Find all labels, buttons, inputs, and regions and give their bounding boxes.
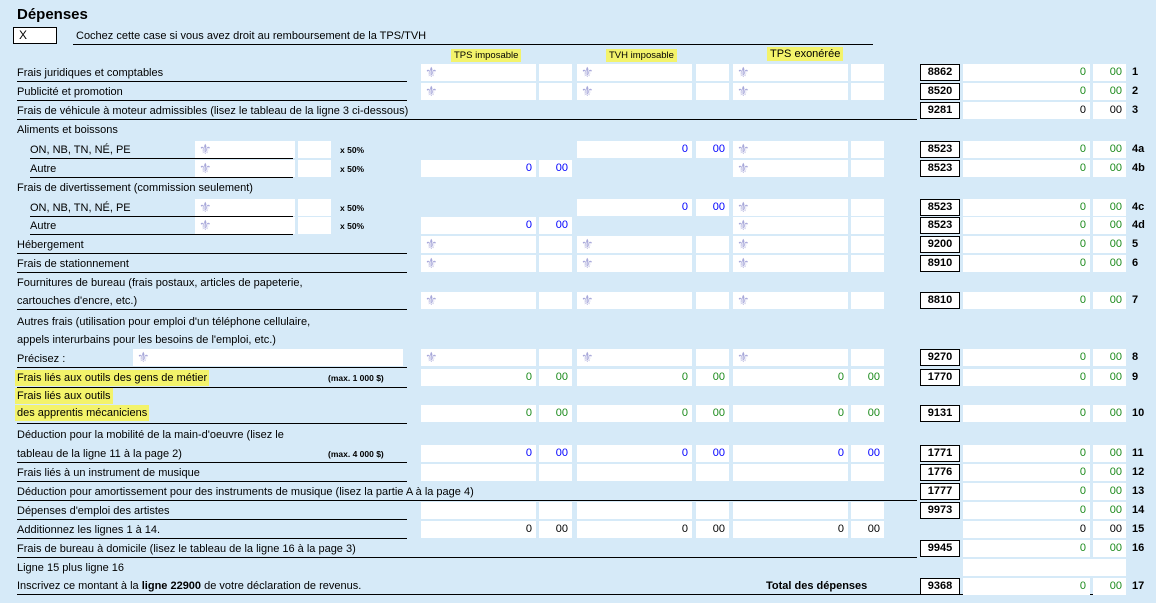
- fleur-de-lis-icon: ⚜: [425, 64, 438, 80]
- line-number-r9: 9: [1132, 371, 1139, 383]
- l5-hst-cents-field[interactable]: [696, 236, 729, 253]
- total-r4c-cents[interactable]: 00: [1093, 199, 1126, 216]
- l6-hst-field[interactable]: [577, 255, 692, 272]
- l6-hst-cents-field[interactable]: [696, 255, 729, 272]
- l4d-exempt-cents-field[interactable]: [851, 217, 884, 234]
- label-l7b: cartouches d'encre, etc.): [17, 293, 407, 310]
- line-number-r1: 1: [1132, 66, 1139, 78]
- l4c-exempt-field[interactable]: [733, 199, 848, 216]
- line-code-r4b: 8523: [920, 160, 960, 177]
- total-r16-amount[interactable]: 0: [963, 540, 1090, 557]
- l6-exempt-field[interactable]: [733, 255, 848, 272]
- l4d-base-field[interactable]: [195, 217, 295, 234]
- l15-exempt-amount[interactable]: 0: [733, 521, 848, 538]
- l10-gst-cents[interactable]: 00: [539, 405, 572, 422]
- l11-gst-amount[interactable]: 0: [421, 445, 536, 462]
- l7-hst-field[interactable]: [577, 292, 692, 309]
- l4c-base-field[interactable]: [195, 199, 295, 216]
- l12-gst-cents-field[interactable]: [539, 464, 572, 481]
- line-code-r4c: 8523: [920, 199, 960, 216]
- l11-exempt-amount[interactable]: 0: [733, 445, 848, 462]
- total-r10-amount[interactable]: 0: [963, 405, 1090, 422]
- divider: [73, 44, 873, 45]
- col-header-hst-taxable: TVH imposable: [606, 49, 677, 62]
- total-r6-amount[interactable]: 0: [963, 255, 1090, 272]
- total-r7-amount[interactable]: 0: [963, 292, 1090, 309]
- line-number-r13: 13: [1132, 485, 1145, 497]
- label-l8c: Précisez :: [17, 351, 407, 368]
- l6-gst-field[interactable]: [421, 255, 536, 272]
- l9-exempt-amount[interactable]: 0: [733, 369, 848, 386]
- label-l10b: des apprentis mécaniciens: [17, 407, 148, 419]
- total-r4b-amount[interactable]: 0: [963, 160, 1090, 177]
- l6-exempt-cents-field[interactable]: [851, 255, 884, 272]
- l4b-base-cents-field[interactable]: [298, 160, 331, 177]
- line-code-r9: 1770: [920, 369, 960, 386]
- line-number-r10: 10: [1132, 407, 1145, 419]
- line-code-r1: 8862: [920, 64, 960, 81]
- line-number-r4c: 4c: [1132, 201, 1145, 213]
- l4b-base-field[interactable]: [195, 160, 295, 177]
- line-code-r8: 9270: [920, 349, 960, 366]
- l11-hst-amount[interactable]: 0: [577, 445, 692, 462]
- label-l17b: [17, 578, 361, 594]
- line-number-r6: 6: [1132, 257, 1139, 269]
- label-l7a: Fournitures de bureau (frais postaux, articles de papeterie,: [17, 277, 303, 289]
- fleur-de-lis-icon: ⚜: [199, 141, 212, 157]
- l4d-gst-cents[interactable]: 00: [539, 217, 572, 234]
- l5-hst-field[interactable]: [577, 236, 692, 253]
- fleur-de-lis-icon: ⚜: [581, 83, 594, 99]
- fleur-de-lis-icon: ⚜: [581, 64, 594, 80]
- l15-hst-amount[interactable]: 0: [577, 521, 692, 538]
- line-code-r16: 9945: [920, 540, 960, 557]
- total-r4a-cents[interactable]: 00: [1093, 141, 1126, 158]
- fleur-de-lis-icon: ⚜: [737, 83, 750, 99]
- l8-gst-field[interactable]: [421, 349, 536, 366]
- l4c-hst-cents[interactable]: 00: [696, 199, 729, 216]
- total-r13-amount[interactable]: 0: [963, 483, 1090, 500]
- line-number-r15: 15: [1132, 523, 1145, 535]
- l2-gst-field[interactable]: [421, 83, 536, 100]
- line-number-r14: 14: [1132, 504, 1145, 516]
- line-code-r11: 1771: [920, 445, 960, 462]
- fleur-de-lis-icon: ⚜: [737, 141, 750, 157]
- l9-exempt-cents[interactable]: 00: [851, 369, 884, 386]
- line-code-r4a: 8523: [920, 141, 960, 158]
- total-r17-cents[interactable]: 00: [1093, 578, 1126, 595]
- l9-hst-amount[interactable]: 0: [577, 369, 692, 386]
- l11-gst-cents[interactable]: 00: [539, 445, 572, 462]
- fleur-de-lis-icon: ⚜: [199, 160, 212, 176]
- total-r4d-amount[interactable]: 0: [963, 217, 1090, 234]
- l14-exempt-cents-field[interactable]: [851, 502, 884, 519]
- line-code-r2: 8520: [920, 83, 960, 100]
- line-code-r4d: 8523: [920, 217, 960, 234]
- l4c-base-cents-field[interactable]: [298, 199, 331, 216]
- l8-specify-field[interactable]: [133, 349, 403, 366]
- l4d-gst-amount[interactable]: 0: [421, 217, 536, 234]
- label-l4d: Autre: [30, 218, 293, 235]
- l11-exempt-cents[interactable]: 00: [851, 445, 884, 462]
- label-l11b: tableau de la ligne 11 à la page 2): [17, 446, 407, 463]
- label-l2: Publicité et promotion: [17, 84, 407, 101]
- l5-exempt-cents-field[interactable]: [851, 236, 884, 253]
- total-r11-cents[interactable]: 00: [1093, 445, 1126, 462]
- l4c-hst-amount[interactable]: 0: [577, 199, 692, 216]
- label-l12: Frais liés à un instrument de musique: [17, 465, 407, 482]
- total-r13-cents[interactable]: 00: [1093, 483, 1126, 500]
- l15-gst-cents[interactable]: 00: [539, 521, 572, 538]
- fleur-de-lis-icon: ⚜: [425, 349, 438, 365]
- l1-exempt-field[interactable]: [733, 64, 848, 81]
- fleur-de-lis-icon: ⚜: [581, 292, 594, 308]
- line-number-r3: 3: [1132, 104, 1139, 116]
- l2-gst-cents-field[interactable]: [539, 83, 572, 100]
- l1-gst-cents-field[interactable]: [539, 64, 572, 81]
- label-l6: Frais de stationnement: [17, 256, 407, 273]
- l10-hst-amount[interactable]: 0: [577, 405, 692, 422]
- line-number-r4d: 4d: [1132, 219, 1145, 231]
- line-code-r6: 8910: [920, 255, 960, 272]
- l2-exempt-cents-field[interactable]: [851, 83, 884, 100]
- l8-exempt-field[interactable]: [733, 349, 848, 366]
- fleur-de-lis-icon: ⚜: [425, 292, 438, 308]
- x50-note: x 50%: [340, 164, 365, 174]
- l15-gst-amount[interactable]: 0: [421, 521, 536, 538]
- line-code-r3: 9281: [920, 102, 960, 119]
- total-r5-cents[interactable]: 00: [1093, 236, 1126, 253]
- label-l4: Aliments et boissons: [17, 124, 118, 136]
- fleur-de-lis-icon: ⚜: [425, 255, 438, 271]
- l4b-gst-amount[interactable]: 0: [421, 160, 536, 177]
- l5-gst-cents-field[interactable]: [539, 236, 572, 253]
- label-l17a: Ligne 15 plus ligne 16: [17, 562, 125, 574]
- fleur-de-lis-icon: ⚜: [425, 236, 438, 252]
- label-l9: Frais liés aux outils des gens de métier: [17, 372, 208, 384]
- line-number-r4a: 4a: [1132, 143, 1145, 155]
- total-r4a-amount[interactable]: 0: [963, 141, 1090, 158]
- max-note: (max. 1 000 $): [328, 373, 384, 383]
- l1-gst-field[interactable]: [421, 64, 536, 81]
- l15-exempt-cents[interactable]: 00: [851, 521, 884, 538]
- l7-hst-cents-field[interactable]: [696, 292, 729, 309]
- label-l10a: Frais liés aux outils: [17, 390, 111, 402]
- l8-gst-cents-field[interactable]: [539, 349, 572, 366]
- total-r6-cents[interactable]: 00: [1093, 255, 1126, 272]
- l4b-gst-cents[interactable]: 00: [539, 160, 572, 177]
- fleur-de-lis-icon: ⚜: [425, 83, 438, 99]
- l12-exempt-field[interactable]: [733, 464, 848, 481]
- row-underline: [17, 407, 407, 424]
- l14-hst-field[interactable]: [577, 502, 692, 519]
- total-expenses-label: Total des dépenses: [766, 580, 868, 592]
- l4a-exempt-field[interactable]: [733, 141, 848, 158]
- total-r4c-amount[interactable]: 0: [963, 199, 1090, 216]
- l6-gst-cents-field[interactable]: [539, 255, 572, 272]
- total-r14-amount[interactable]: 0: [963, 502, 1090, 519]
- l7-gst-field[interactable]: [421, 292, 536, 309]
- l14-gst-cents-field[interactable]: [539, 502, 572, 519]
- l5-exempt-field[interactable]: [733, 236, 848, 253]
- label-l17b_pre: Inscrivez ce montant à la: [17, 580, 142, 592]
- max-note: (max. 4 000 $): [328, 449, 384, 459]
- x50-note: x 50%: [340, 203, 365, 213]
- l7-exempt-field[interactable]: [733, 292, 848, 309]
- line-number-r11: 11: [1132, 447, 1144, 459]
- fleur-de-lis-icon: ⚜: [737, 160, 750, 176]
- total-r8-cents[interactable]: 00: [1093, 349, 1126, 366]
- fleur-de-lis-icon: ⚜: [737, 349, 750, 365]
- fleur-de-lis-icon: ⚜: [199, 217, 212, 233]
- l8-exempt-cents-field[interactable]: [851, 349, 884, 366]
- line-number-r8: 8: [1132, 351, 1139, 363]
- total-r4d-cents[interactable]: 00: [1093, 217, 1126, 234]
- total-r3-amount[interactable]: 0: [963, 102, 1090, 119]
- fleur-de-lis-icon: ⚜: [581, 349, 594, 365]
- total-r12-amount[interactable]: 0: [963, 464, 1090, 481]
- l8-hst-cents-field[interactable]: [696, 349, 729, 366]
- total-r14-cents[interactable]: 00: [1093, 502, 1126, 519]
- label-l15: Additionnez les lignes 1 à 14.: [17, 522, 407, 539]
- total-r15-cents[interactable]: 00: [1093, 521, 1126, 538]
- label-l5: Hébergement: [17, 237, 407, 254]
- total-r2-amount[interactable]: 0: [963, 83, 1090, 100]
- label-l14: Dépenses d'emploi des artistes: [17, 503, 407, 520]
- fleur-de-lis-icon: ⚜: [737, 217, 750, 233]
- total-r7-cents[interactable]: 00: [1093, 292, 1126, 309]
- fleur-de-lis-icon: ⚜: [137, 349, 150, 365]
- l1-hst-field[interactable]: [577, 64, 692, 81]
- line-code-r10: 9131: [920, 405, 960, 422]
- label-l4cd: Frais de divertissement (commission seulement): [17, 182, 253, 194]
- l10-exempt-cents[interactable]: 00: [851, 405, 884, 422]
- label-l8a: Autres frais (utilisation pour emploi d'un téléphone cellulaire,: [17, 316, 311, 328]
- l14-exempt-field[interactable]: [733, 502, 848, 519]
- fleur-de-lis-icon: ⚜: [737, 236, 750, 252]
- l11-hst-cents[interactable]: 00: [696, 445, 729, 462]
- total-r5-amount[interactable]: 0: [963, 236, 1090, 253]
- total-r3-cents[interactable]: 00: [1093, 102, 1126, 119]
- line-number-r12: 12: [1132, 466, 1145, 478]
- label-l3: Frais de véhicule à moteur admissibles (lisez le tableau de la ligne 3 ci-dessous): [17, 103, 917, 120]
- line-number-r17: 17: [1132, 580, 1145, 592]
- l5-gst-field[interactable]: [421, 236, 536, 253]
- total-r4b-cents[interactable]: 00: [1093, 160, 1126, 177]
- x50-note: x 50%: [340, 145, 365, 155]
- total-r1-cents[interactable]: 00: [1093, 64, 1126, 81]
- label-l16: Frais de bureau à domicile (lisez le tableau de la ligne 16 à la page 3): [17, 541, 917, 558]
- total-r10-cents[interactable]: 00: [1093, 405, 1126, 422]
- gst-rebate-checkbox[interactable]: X: [13, 27, 57, 44]
- l4d-exempt-field[interactable]: [733, 217, 848, 234]
- col-header-gst-exempt: TPS exonérée: [767, 47, 843, 61]
- total-r2-cents[interactable]: 00: [1093, 83, 1126, 100]
- label-l17b_post: de votre déclaration de revenus.: [201, 580, 362, 592]
- l12-hst-field[interactable]: [577, 464, 692, 481]
- l4b-exempt-cents-field[interactable]: [851, 160, 884, 177]
- total-r12-cents[interactable]: 00: [1093, 464, 1126, 481]
- label-l8b: appels interurbains pour les besoins de l'emploi, etc.): [17, 334, 276, 346]
- fleur-de-lis-icon: ⚜: [199, 199, 212, 215]
- line-16-spacer: [963, 559, 1126, 576]
- l14-gst-field[interactable]: [421, 502, 536, 519]
- fleur-de-lis-icon: ⚜: [737, 199, 750, 215]
- total-r17-amount[interactable]: 0: [963, 578, 1090, 595]
- l10-gst-amount[interactable]: 0: [421, 405, 536, 422]
- l14-hst-cents-field[interactable]: [696, 502, 729, 519]
- l2-hst-field[interactable]: [577, 83, 692, 100]
- l2-hst-cents-field[interactable]: [696, 83, 729, 100]
- total-r11-amount[interactable]: 0: [963, 445, 1090, 462]
- l4a-hst-cents[interactable]: 00: [696, 141, 729, 158]
- l1-exempt-cents-field[interactable]: [851, 64, 884, 81]
- total-r16-cents[interactable]: 00: [1093, 540, 1126, 557]
- l12-gst-field[interactable]: [421, 464, 536, 481]
- page-title: Dépenses: [17, 6, 88, 23]
- line-number-r5: 5: [1132, 238, 1139, 250]
- line-number-r16: 16: [1132, 542, 1145, 554]
- line-number-r7: 7: [1132, 294, 1139, 306]
- total-r9-cents[interactable]: 00: [1093, 369, 1126, 386]
- l7-exempt-cents-field[interactable]: [851, 292, 884, 309]
- l4b-exempt-field[interactable]: [733, 160, 848, 177]
- l10-exempt-amount[interactable]: 0: [733, 405, 848, 422]
- label-l11a: Déduction pour la mobilité de la main-d'oeuvre (lisez le: [17, 429, 284, 441]
- l4d-base-cents-field[interactable]: [298, 217, 331, 234]
- line-number-r4b: 4b: [1132, 162, 1145, 174]
- total-r15-amount[interactable]: 0: [963, 521, 1090, 538]
- l4a-base-cents-field[interactable]: [298, 141, 331, 158]
- x50-note: x 50%: [340, 221, 365, 231]
- l9-gst-amount[interactable]: 0: [421, 369, 536, 386]
- l4a-hst-amount[interactable]: 0: [577, 141, 692, 158]
- fleur-de-lis-icon: ⚜: [737, 64, 750, 80]
- label-l17b_bold: ligne 22900: [141, 580, 202, 592]
- total-r9-amount[interactable]: 0: [963, 369, 1090, 386]
- fleur-de-lis-icon: ⚜: [581, 255, 594, 271]
- l12-hst-cents-field[interactable]: [696, 464, 729, 481]
- label-l13: Déduction pour amortissement pour des instruments de musique (lisez la partie A à la page 4): [17, 484, 917, 501]
- col-header-gst-taxable: TPS imposable: [451, 49, 521, 62]
- fleur-de-lis-icon: ⚜: [737, 255, 750, 271]
- line-code-r17: 9368: [920, 578, 960, 595]
- l12-exempt-cents-field[interactable]: [851, 464, 884, 481]
- l1-hst-cents-field[interactable]: [696, 64, 729, 81]
- label-l4b: Autre: [30, 161, 293, 178]
- l10-hst-cents[interactable]: 00: [696, 405, 729, 422]
- l8-hst-field[interactable]: [577, 349, 692, 366]
- fleur-de-lis-icon: ⚜: [581, 236, 594, 252]
- l2-exempt-field[interactable]: [733, 83, 848, 100]
- l4c-exempt-cents-field[interactable]: [851, 199, 884, 216]
- line-number-r2: 2: [1132, 85, 1139, 97]
- l4a-base-field[interactable]: [195, 141, 295, 158]
- gst-rebate-question: Cochez cette case si vous avez droit au remboursement de la TPS/TVH: [76, 30, 427, 42]
- l9-gst-cents[interactable]: 00: [539, 369, 572, 386]
- label-l4c: ON, NB, TN, NÉ, PE: [30, 200, 293, 217]
- label-l4a: ON, NB, TN, NÉ, PE: [30, 142, 293, 159]
- line-code-r13: 1777: [920, 483, 960, 500]
- fleur-de-lis-icon: ⚜: [737, 292, 750, 308]
- total-r1-amount[interactable]: 0: [963, 64, 1090, 81]
- line-code-r5: 9200: [920, 236, 960, 253]
- line-code-r14: 9973: [920, 502, 960, 519]
- line-code-r7: 8810: [920, 292, 960, 309]
- l4a-exempt-cents-field[interactable]: [851, 141, 884, 158]
- l15-hst-cents[interactable]: 00: [696, 521, 729, 538]
- total-r8-amount[interactable]: 0: [963, 349, 1090, 366]
- line-code-r12: 1776: [920, 464, 960, 481]
- l7-gst-cents-field[interactable]: [539, 292, 572, 309]
- label-l1: Frais juridiques et comptables: [17, 65, 407, 82]
- l9-hst-cents[interactable]: 00: [696, 369, 729, 386]
